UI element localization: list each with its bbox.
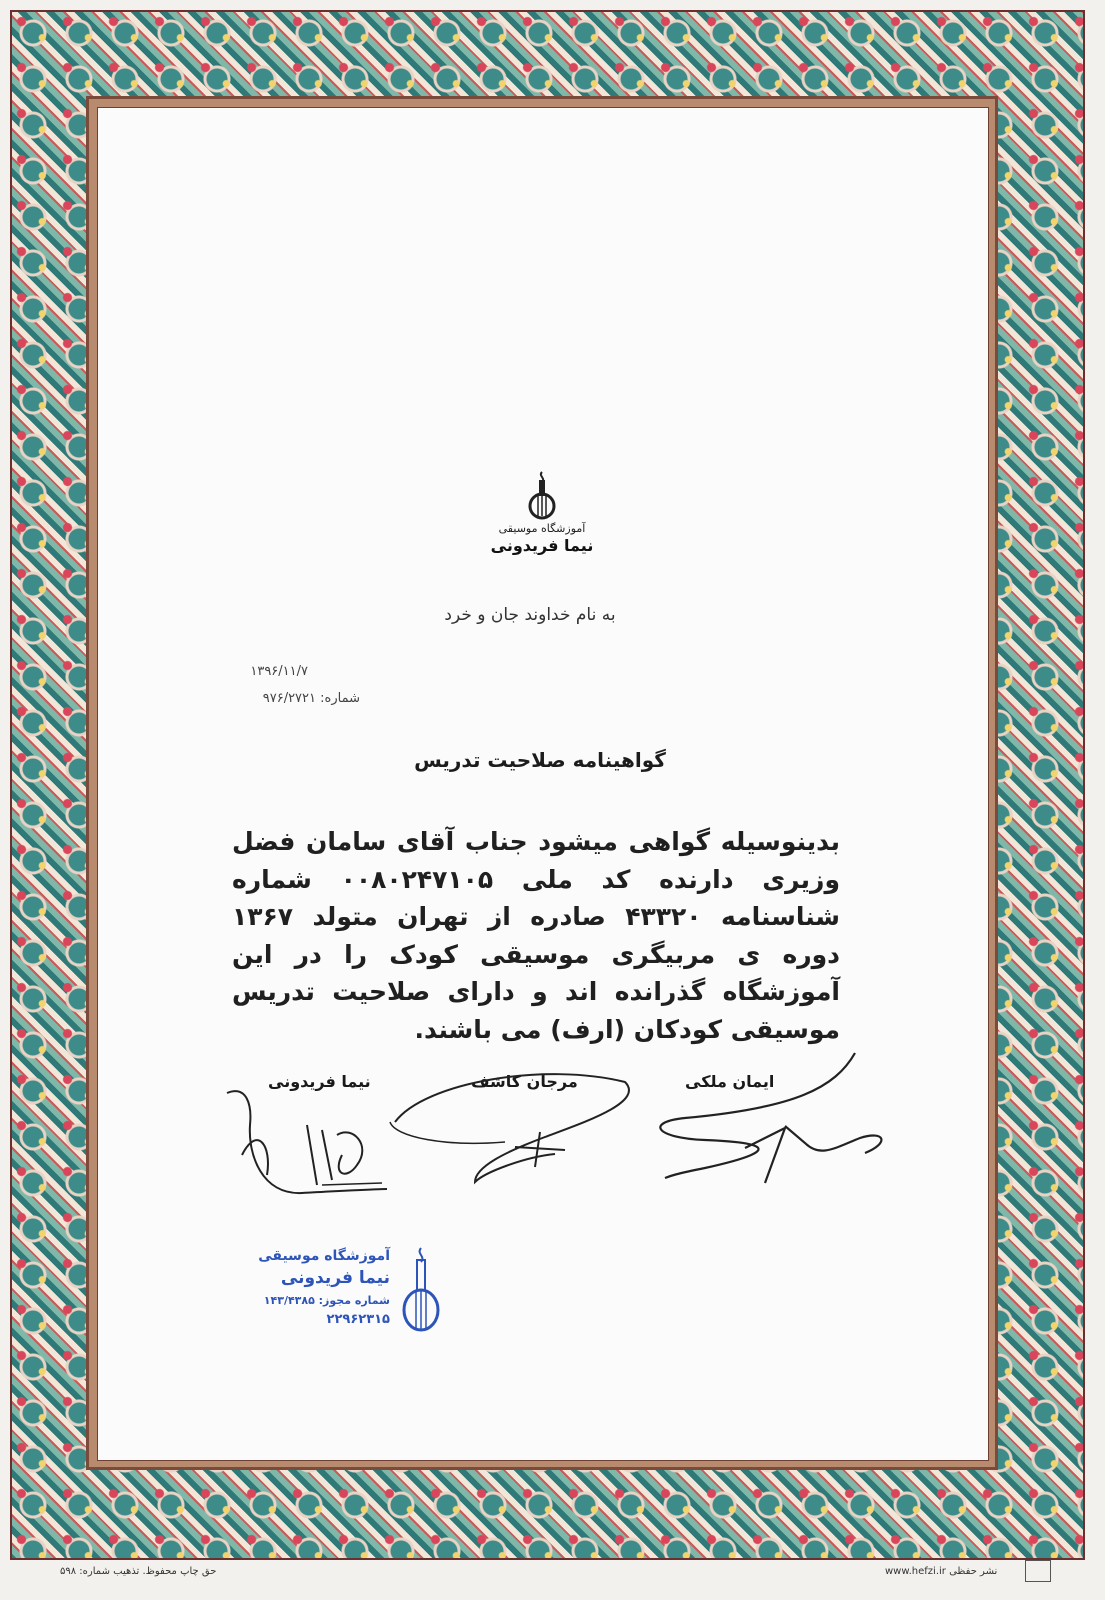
signature-3 bbox=[645, 1048, 905, 1188]
logo-line-1: آموزشگاه موسیقی bbox=[498, 522, 586, 535]
stamp-license-number: شماره مجوز: ۱۴۳/۴۳۸۵ bbox=[263, 1294, 390, 1307]
school-stamp bbox=[258, 1244, 444, 1340]
signature-1 bbox=[222, 1085, 397, 1205]
basmala: به نام خداوند جان و خرد bbox=[444, 605, 616, 625]
certificate-number: شماره: ۹۷۶/۲۷۲۱ bbox=[262, 691, 360, 706]
certificate-paper bbox=[97, 107, 989, 1461]
issue-date: ۱۳۹۶/۱۱/۷ bbox=[250, 664, 308, 679]
signer-marjan-kashef: مرجان کاشف bbox=[471, 1072, 578, 1091]
stamp-phone: ۲۲۹۶۲۳۱۵ bbox=[326, 1312, 390, 1327]
stamp-guitar-icon bbox=[398, 1244, 444, 1334]
footer-publisher: www.hefzi.ir نشر حفظی bbox=[885, 1566, 998, 1577]
stamp-line-1: آموزشگاه موسیقی bbox=[258, 1248, 390, 1264]
signer-iman-maleki: ایمان ملکی bbox=[685, 1072, 775, 1091]
school-logo bbox=[488, 470, 596, 580]
certificate-body: بدینوسیله گواهی میشود جناب آقای سامان فضل وزیری دارنده کد ملی ۰۰۸۰۲۴۷۱۰۵ شماره شناسنامه ۴۳۳۲۰ صادره از تهران متولد ۱۳۶۷ دوره ی مربیگری موسیقی کودک را در این آموزشگاه گذرانده اند و دارای صلاحیت تدریس موسیقی کودکان (ارف) می باشند. bbox=[232, 827, 840, 1044]
footer-copyright: حق چاپ محفوظ. تذهیب شماره: ۵۹۸ bbox=[60, 1566, 217, 1577]
stamp-line-2: نیما فریدونی bbox=[280, 1268, 390, 1288]
signature-2 bbox=[385, 1062, 645, 1192]
logo-line-2: نیما فریدونی bbox=[490, 536, 594, 555]
guitar-logo-icon bbox=[524, 470, 560, 520]
certificate-title: گواهینامه صلاحیت تدریس bbox=[414, 748, 666, 772]
signer-nima-fereydouni: نیما فریدونی bbox=[268, 1072, 371, 1091]
publisher-logo-icon bbox=[1025, 1560, 1051, 1582]
